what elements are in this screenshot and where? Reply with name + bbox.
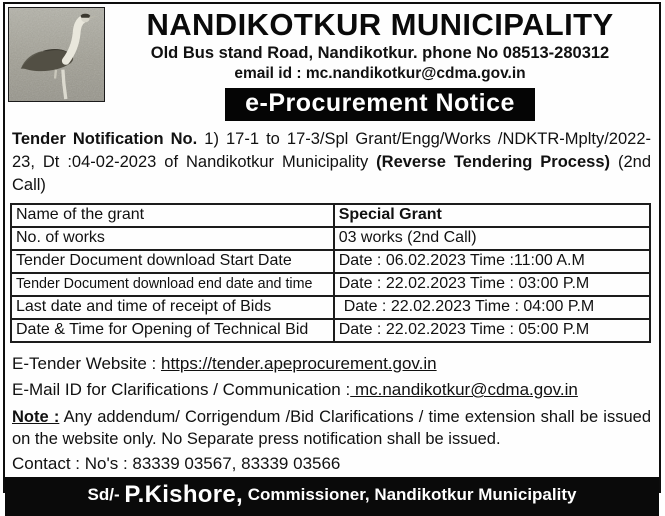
signature-footer-bar xyxy=(5,477,659,516)
contact-numbers-line: Contact : No's : 83339 03567, 83339 03566 xyxy=(12,453,341,473)
etender-website-line xyxy=(12,351,651,378)
tender-details-table xyxy=(10,203,651,343)
row-label-cell: Tender Document download end date and time xyxy=(11,273,334,296)
row-value-cell: Date : 22.02.2023 Time : 05:00 P.M xyxy=(334,319,650,342)
row-label-cell: Last date and time of receipt of Bids xyxy=(11,296,334,319)
row-value-cell: Date : 22.02.2023 Time : 04:00 P.M xyxy=(334,296,650,319)
tender-notification-label: Tender Notification No. xyxy=(12,129,198,148)
row-value-cell: Date : 06.02.2023 Time :11:00 A.M xyxy=(334,250,650,273)
procurement-notice-document xyxy=(3,2,661,508)
commissioner-designation: Commissioner, Nandikotkur Municipality xyxy=(243,484,577,504)
tender-notification-paragraph xyxy=(5,121,659,200)
clarification-email-line xyxy=(12,377,651,404)
reverse-tendering-text: (Reverse Tendering Process) xyxy=(376,152,611,171)
clarification-email-link[interactable]: mc.nandikotkur@cdma.gov.in xyxy=(350,380,578,400)
table-row xyxy=(11,273,650,296)
row-value-cell: Special Grant xyxy=(334,204,650,227)
row-label-cell: Name of the grant xyxy=(11,204,334,227)
address-line: Old Bus stand Road, Nandikotkur. phone No 08513-280312 xyxy=(150,43,610,62)
clarification-email-label: E-Mail ID for Clarifications / Communication : xyxy=(12,380,351,400)
municipality-logo xyxy=(8,7,105,102)
notice-body-lines xyxy=(5,348,659,477)
table-row xyxy=(11,296,650,319)
table-row xyxy=(11,204,650,227)
commissioner-name: P.Kishore, xyxy=(124,480,243,508)
etender-website-link[interactable]: https://tender.apeprocurement.gov.in xyxy=(160,353,437,373)
header-email-line: email id : mc.nandikotkur@cdma.gov.in xyxy=(234,64,526,82)
header-text-block xyxy=(105,7,655,121)
tender-notification-text: 1) 17-1 to 17-3/Spl Grant/Engg/Works /NDKTR-Mplty/2022-23, Dt :04-02-2023 of Nandikotkur Municipality xyxy=(12,129,651,171)
bustard-bird-icon xyxy=(9,8,104,101)
row-label-cell: No. of works xyxy=(11,227,334,250)
table-row xyxy=(11,227,650,250)
row-label-cell: Tender Document download Start Date xyxy=(11,250,334,273)
row-value-cell: Date : 22.02.2023 Time : 03:00 P.M xyxy=(334,273,650,296)
row-value-cell: 03 works (2nd Call) xyxy=(334,227,650,250)
note-paragraph xyxy=(12,406,651,450)
row-label-cell: Date & Time for Opening of Technical Bid xyxy=(11,319,334,342)
second-call-text: (2nd Call) xyxy=(12,152,651,194)
table-row xyxy=(11,250,650,273)
sd-label: Sd/- xyxy=(87,484,125,504)
note-label: Note : xyxy=(12,407,60,426)
table-row xyxy=(11,319,650,342)
document-header xyxy=(5,4,659,121)
etender-website-label: E-Tender Website : xyxy=(12,353,161,373)
municipality-title: NANDIKOTKUR MUNICIPALITY xyxy=(146,7,614,42)
note-text: Any addendum/ Corrigendum /Bid Clarifications / time extension shall be issued on the website only. No Separate press notification shall be issued. xyxy=(12,407,651,448)
eprocurement-banner: e-Procurement Notice xyxy=(225,88,535,121)
